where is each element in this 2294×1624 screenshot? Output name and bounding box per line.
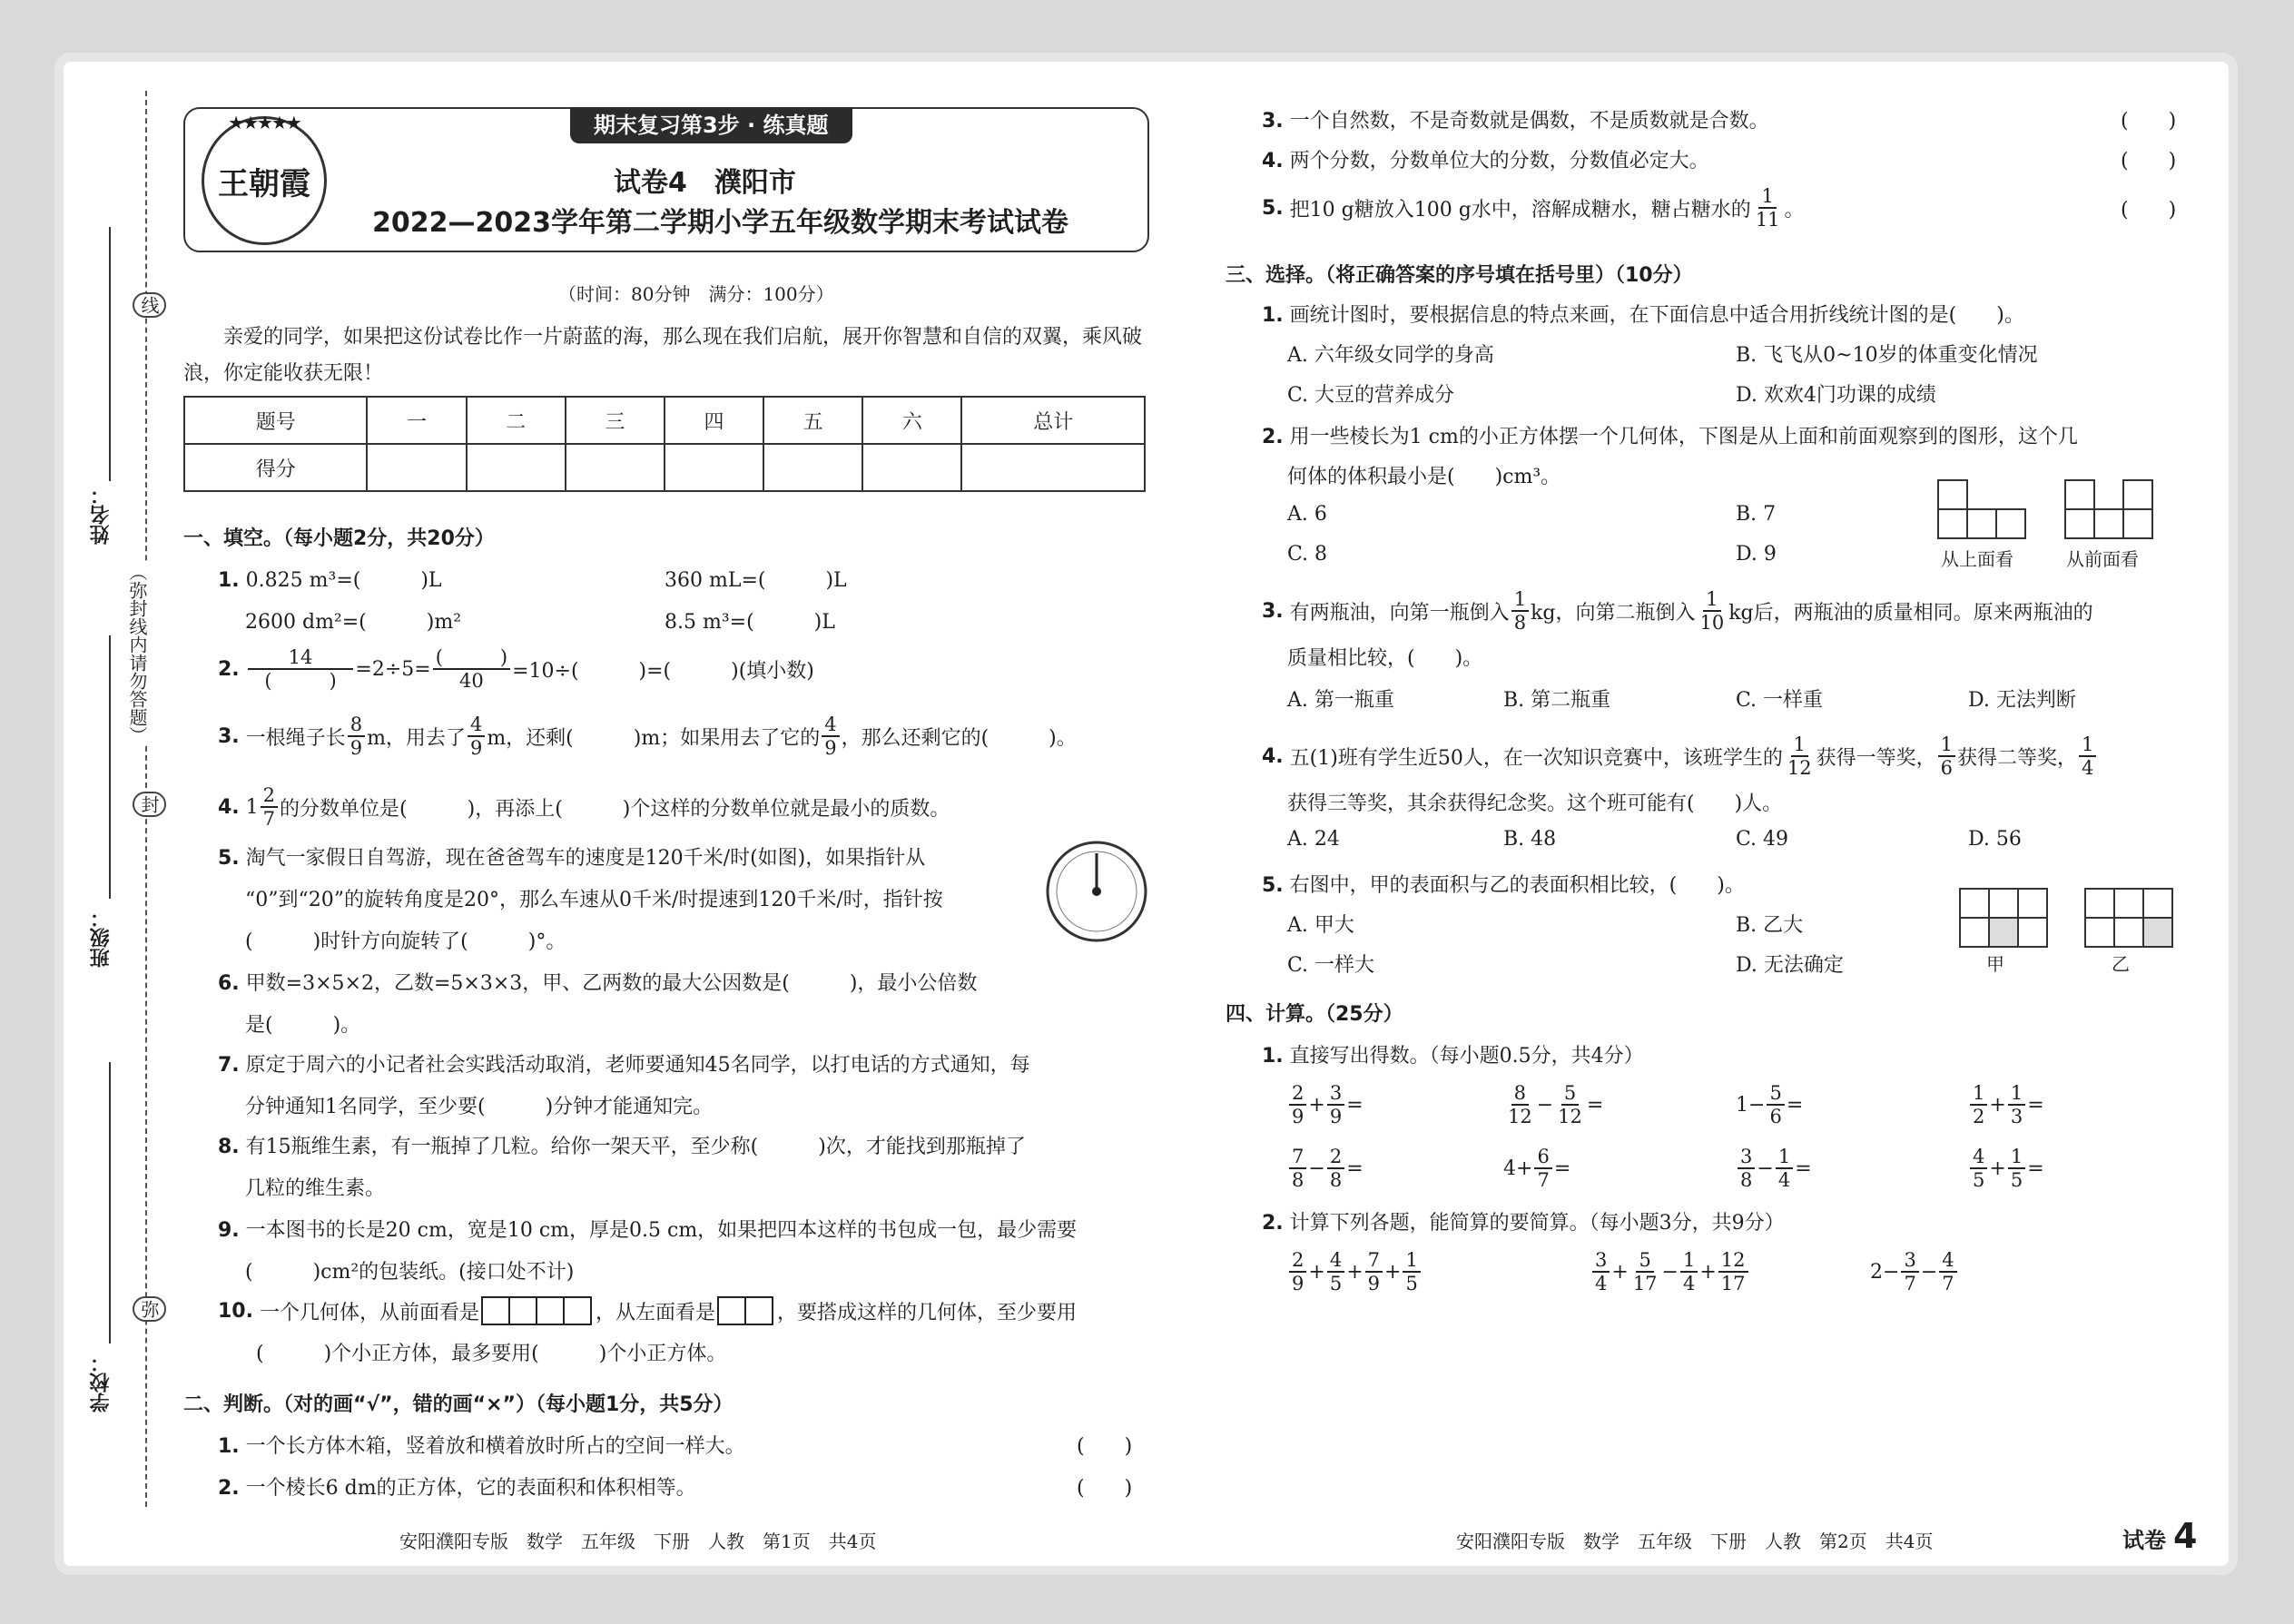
score-header: 二: [467, 397, 566, 444]
q1-2: 2. $\frac{14}{( )}$ =2÷5= $\frac{( )}{40}$ =10÷( )=( )(填小数): [218, 646, 814, 692]
calc-expr[interactable]: $\frac{3}{4}$ + $\frac{5}{17}$ − $\frac{1}{4}$ + $\frac{12}{17}$: [1590, 1249, 1750, 1294]
judge-q3-paren[interactable]: ( ): [2121, 110, 2177, 133]
score-header: 五: [763, 397, 862, 444]
q1-5a: 5. 淘气一家假日自驾游，现在爸爸驾车的速度是120千米/时(如图)，如果指针从: [218, 847, 926, 870]
choice-q1-c[interactable]: C. 大豆的营养成分: [1287, 384, 1455, 407]
judge-q5: 5. 把10 g糖放入100 g水中，溶解成糖水，糖占糖水的 $\frac{1}{11}$ 。: [1262, 185, 1805, 231]
name-field[interactable]: [109, 227, 111, 481]
binding-mark-feng: 封: [133, 792, 166, 817]
calc-item[interactable]: $\frac{7}{8}$ − $\frac{2}{8}$ =: [1287, 1146, 1364, 1191]
judge-q5-paren[interactable]: ( ): [2121, 199, 2177, 221]
q1-5b: “0”到“20”的旋转角度是20°，那么车速从0千米/时提速到120千米/时，指针按: [245, 889, 943, 911]
q1-8a: 8. 有15瓶维生素，有一瓶掉了几粒。给你一架天平，至少称( )次，才能找到那瓶掉了: [218, 1136, 1026, 1158]
time-info: （时间：80分钟 满分：100分）: [558, 283, 834, 305]
choice-q3b-text: kg，向第二瓶倒入: [1531, 601, 1696, 625]
calc-expr[interactable]: 2− $\frac{3}{7}$ − $\frac{4}{7}$: [1870, 1249, 1959, 1294]
q1-6a: 6. 甲数=3×5×2，乙数=5×3×3，甲、乙两数的最大公因数是( )，最小公倍数: [218, 972, 978, 995]
q1-7a: 7. 原定于周六的小记者社会实践活动取消，老师要通知45名同学，以打电话的方式通知，每: [218, 1054, 1030, 1077]
q1-1-label: 1. 0.825 m³=( )L: [218, 569, 442, 592]
choice-q3d: 质量相比较，( )。: [1287, 647, 1483, 670]
choice-q4-a[interactable]: A. 24: [1287, 828, 1340, 851]
header-banner: 期末复习第3步 · 练真题: [570, 107, 852, 143]
score-cell[interactable]: [665, 444, 763, 491]
judge-q1-paren[interactable]: ( ): [1077, 1435, 1133, 1458]
q1-10b-text: ，从左面看是: [596, 1301, 716, 1324]
choice-q3a-text: 有两瓶油，向第一瓶倒入: [1289, 601, 1510, 625]
score-cell[interactable]: [367, 444, 466, 491]
q1-10d: ( )个小正方体，最多要用( )个小正方体。: [256, 1343, 727, 1365]
front-view-figure: [2066, 481, 2153, 539]
score-header-row: [184, 397, 1145, 444]
calc-expr[interactable]: $\frac{2}{9}$ + $\frac{4}{5}$ + $\frac{7}{9}$ + $\frac{1}{5}$: [1287, 1249, 1423, 1294]
calc-item[interactable]: $\frac{4}{5}$ + $\frac{1}{5}$ =: [1968, 1146, 2044, 1191]
choice-q1: 1. 画统计图时，要根据信息的特点来画，在下面信息中适合用折线统计图的是( )。: [1262, 304, 2024, 327]
speedometer-icon: [1044, 839, 1149, 944]
score-cell[interactable]: [467, 444, 566, 491]
q1-9a-text: 一本图书的长是20 cm，宽是10 cm，厚是0.5 cm，如果把四本这样的书包成一包，最少需要: [245, 1219, 1078, 1242]
logo-text: 王朝霞: [218, 165, 310, 202]
section4-title: 四、计算。（25分）: [1226, 1003, 1403, 1026]
calc-q2-text: 计算下列各题，能简算的要简算。（每小题3分，共9分）: [1289, 1212, 1785, 1235]
choice-q2b: 何体的体积最小是( )cm³。: [1287, 466, 1561, 488]
school-field[interactable]: [109, 1062, 111, 1343]
score-header: 六: [862, 397, 961, 444]
judge-q2: 2. 一个棱长6 dm的正方体，它的表面积和体积相等。: [218, 1477, 696, 1500]
footer-left: 安阳濮阳专版 数学 五年级 下册 人教 第1页 共4页: [399, 1530, 877, 1552]
judge-q4-text: 两个分数，分数单位大的分数，分数值必定大。: [1289, 150, 1709, 172]
q1-6a-text: 甲数=3×5×2，乙数=5×3×3，甲、乙两数的最大公因数是( )，最小公倍数: [245, 972, 978, 995]
choice-q3a: 3. 有两瓶油，向第一瓶倒入 $\frac{1}{8}$ kg，向第二瓶倒入 $\frac{1}{10}$ kg后，两瓶油的质量相同。原来两瓶油的: [1262, 588, 2093, 634]
q1-6b: 是( )。: [245, 1014, 361, 1037]
choice-q1-d[interactable]: D. 欢欢4门功课的成绩: [1736, 384, 1936, 407]
class-label: 班级：: [90, 908, 113, 968]
choice-q1-a[interactable]: A. 六年级女同学的身高: [1287, 344, 1494, 367]
left-view-shape: [719, 1296, 773, 1325]
choice-q2-c[interactable]: C. 8: [1287, 543, 1328, 566]
choice-q2a-text: 用一些棱长为1 cm的小正方体摆一个几何体，下图是从上面和前面观察到的图形，这个几: [1289, 426, 2078, 448]
score-row: [184, 444, 1145, 491]
cube-figure-jia-caption: 甲: [1986, 953, 2004, 975]
choice-q2-a[interactable]: A. 6: [1287, 503, 1327, 526]
top-view-caption: 从上面看: [1941, 548, 2013, 570]
q1-1b: 360 mL=( )L: [665, 569, 847, 592]
logo: [202, 112, 327, 245]
score-header: 题号: [184, 397, 367, 444]
section1-title: 一、填空。（每小题2分，共20分）: [183, 527, 495, 550]
cube-figure-yi: [2086, 890, 2173, 948]
q1-1d: 8.5 m³=( )L: [665, 611, 835, 634]
choice-q4a: 4. 五(1)班有学生近50人，在一次知识竞赛中，该班学生的 $\frac{1}{12}$ 获得一等奖， $\frac{1}{6}$ 获得二等奖， $\frac{1}{4}$: [1262, 733, 2098, 779]
q1-5c: ( )时针方向旋转了( )°。: [245, 930, 566, 953]
calc-item[interactable]: 4+ $\frac{6}{7}$ =: [1503, 1146, 1571, 1191]
score-cell[interactable]: [862, 444, 961, 491]
q1-8a-text: 有15瓶维生素，有一瓶掉了几粒。给你一架天平，至少称( )次，才能找到那瓶掉了: [245, 1136, 1026, 1158]
footer-right: 安阳濮阳专版 数学 五年级 下册 人教 第2页 共4页: [1456, 1530, 1934, 1552]
calc-q1-text: 直接写出得数。（每小题0.5分，共4分）: [1289, 1045, 1644, 1068]
choice-q2a: 2. 用一些棱长为1 cm的小正方体摆一个几何体，下图是从上面和前面观察到的图形，这个几: [1262, 426, 2078, 448]
choice-q4b-text: 获得一等奖，: [1816, 746, 1936, 770]
q1-2-text: =2÷5=: [355, 657, 431, 681]
intro-text: 亲爱的同学，如果把这份试卷比作一片蔚蓝的海，那么现在我们启航，展开你智慧和自信的双翼，乘风破浪，你定能收获无限！: [183, 326, 1143, 385]
choice-q5-d[interactable]: D. 无法确定: [1736, 954, 1844, 977]
judge-q4: 4. 两个分数，分数单位大的分数，分数值必定大。: [1262, 150, 1709, 172]
q1-3b: m，用去了: [367, 726, 466, 750]
choice-q4-c[interactable]: C. 49: [1736, 828, 1789, 851]
calc-item[interactable]: $\frac{8}{12}$ − $\frac{5}{12}$ =: [1508, 1082, 1604, 1127]
exam-title: 2022—2023学年第二学期小学五年级数学期末考试试卷: [372, 207, 1068, 239]
calc-item[interactable]: 1− $\frac{5}{6}$ =: [1736, 1082, 1804, 1127]
section3-title: 三、选择。（将正确答案的序号填在括号里）（10分）: [1226, 264, 1693, 287]
calc-item[interactable]: $\frac{3}{8}$ − $\frac{1}{4}$ =: [1736, 1146, 1812, 1191]
choice-q4-d[interactable]: D. 56: [1968, 828, 2022, 851]
judge-q2-paren[interactable]: ( ): [1077, 1477, 1133, 1500]
choice-q5-c[interactable]: C. 一样大: [1287, 954, 1375, 977]
choice-q4a-text: 五(1)班有学生近50人，在一次知识竞赛中，该班学生的: [1289, 746, 1783, 770]
score-table: [183, 396, 1146, 492]
q1-4-text: 的分数单位是( )，再添上( )个这样的分数单位就是最小的质数。: [280, 797, 950, 821]
judge-q1-text: 一个长方体木箱，竖着放和横着放时所占的空间一样大。: [245, 1435, 745, 1458]
footer-badge: [2122, 1516, 2197, 1556]
choice-q5-b[interactable]: B. 乙大: [1736, 914, 1804, 937]
footer-badge-label: 试卷: [2122, 1528, 2166, 1553]
score-cell[interactable]: [566, 444, 665, 491]
q1-3c: m，还剩( )m；如果用去了它的: [487, 726, 821, 750]
paper-title: 试卷4 濮阳市: [614, 167, 796, 199]
choice-q1-text: 画统计图时，要根据信息的特点来画，在下面信息中适合用折线统计图的是( )。: [1289, 304, 2024, 327]
choice-q3-a[interactable]: A. 第一瓶重: [1287, 689, 1394, 712]
choice-q1-b[interactable]: B. 飞飞从0~10岁的体重变化情况: [1736, 344, 2038, 367]
choice-q5: 5. 右图中，甲的表面积与乙的表面积相比较，( )。: [1262, 874, 1745, 897]
q1-5a-text: 淘气一家假日自驾游，现在爸爸驾车的速度是120千米/时(如图)，如果指针从: [245, 847, 926, 870]
q1-7a-text: 原定于周六的小记者社会实践活动取消，老师要通知45名同学，以打电话的方式通知，每: [245, 1054, 1030, 1077]
calc-item[interactable]: $\frac{1}{2}$ + $\frac{1}{3}$ =: [1968, 1082, 2044, 1127]
choice-q3-c[interactable]: C. 一样重: [1736, 689, 1824, 712]
q1-3: 3. 一根绳子长 $\frac{8}{9}$ m，用去了 $\frac{4}{9}$ m，还剩( )m；如果用去了它的 $\frac{4}{9}$ ，那么还剩它的( )。: [218, 714, 1077, 759]
q1-8b: 几粒的维生素。: [245, 1177, 386, 1200]
cube-figure-yi-caption: 乙: [2112, 953, 2130, 975]
q1-10a: 10. 一个几何体，从前面看是 ，从左面看是 ，要搭成这样的几何体，至少要用: [218, 1296, 1077, 1325]
calc-q2: 2. 计算下列各题，能简算的要简算。（每小题3分，共9分）: [1262, 1212, 1785, 1235]
choice-q5-text: 右图中，甲的表面积与乙的表面积相比较，( )。: [1289, 874, 1745, 897]
choice-q4c-text: 获得二等奖，: [1956, 746, 2077, 770]
choice-q4d: 获得三等奖，其余获得纪念奖。这个班可能有( )人。: [1287, 792, 1783, 815]
judge-q3: 3. 一个自然数，不是奇数就是偶数，不是质数就是合数。: [1262, 110, 1769, 133]
choice-q3-d[interactable]: D. 无法判断: [1968, 689, 2076, 712]
binding-notice: （弥封线内请勿答题）: [126, 563, 148, 744]
q1-1a: 0.825 m³=( )L: [245, 569, 442, 592]
score-cell[interactable]: [763, 444, 862, 491]
q1-9b: ( )cm²的包装纸。(接口处不计): [245, 1261, 575, 1284]
score-header: 四: [665, 397, 763, 444]
calc-item[interactable]: $\frac{2}{9}$ + $\frac{3}{9}$ =: [1287, 1082, 1364, 1127]
score-header: 三: [566, 397, 665, 444]
front-view-caption: 从前面看: [2066, 548, 2139, 570]
choice-q4-b[interactable]: B. 48: [1503, 828, 1557, 851]
cube-figure-jia: [1961, 890, 2048, 948]
q1-3a: 一根绳子长: [245, 726, 346, 750]
score-header: 总计: [961, 397, 1145, 444]
judge-q5-text: 把10 g糖放入100 g水中，溶解成糖水，糖占糖水的: [1289, 198, 1751, 221]
judge-q2-text: 一个棱长6 dm的正方体，它的表面积和体积相等。: [245, 1477, 696, 1500]
calc-q1: 1. 直接写出得数。（每小题0.5分，共4分）: [1262, 1045, 1644, 1068]
top-view-figure: [1939, 481, 2026, 539]
school-label: 学校：: [90, 1353, 113, 1412]
choice-q3-b[interactable]: B. 第二瓶重: [1503, 689, 1611, 712]
q1-2b-text: =10÷( )=( )(填小数): [512, 659, 814, 683]
binding-mark-xian: 线: [133, 292, 166, 318]
judge-q1: 1. 一个长方体木箱，竖着放和横着放时所占的空间一样大。: [218, 1435, 745, 1458]
score-row-label: 得分: [184, 444, 367, 491]
section2-title: 二、判断。（对的画“√”，错的画“×”）（每小题1分，共5分）: [183, 1393, 733, 1416]
q1-10c-text: ，要搭成这样的几何体，至少要用: [777, 1301, 1078, 1324]
footer-badge-num: 4: [2173, 1516, 2198, 1556]
score-header: 一: [367, 397, 466, 444]
choice-q2-b[interactable]: B. 7: [1736, 503, 1777, 526]
choice-q2-d[interactable]: D. 9: [1736, 543, 1777, 566]
score-cell[interactable]: [961, 444, 1145, 491]
q1-1c: 2600 dm²=( )m²: [245, 611, 462, 634]
judge-q4-paren[interactable]: ( ): [2121, 150, 2177, 172]
q1-3d: ，那么还剩它的( )。: [841, 726, 1077, 750]
binding-mark-mi: 弥: [133, 1296, 166, 1322]
q1-10a-text: 一个几何体，从前面看是: [259, 1301, 479, 1324]
class-field[interactable]: [109, 635, 111, 899]
logo-stars-icon: ★★★★★: [228, 112, 300, 133]
judge-q3-text: 一个自然数，不是奇数就是偶数，不是质数就是合数。: [1289, 110, 1769, 133]
q1-4: 4. 1 $\frac{2}{7}$ 的分数单位是( )，再添上( )个这样的分数单位就是最小的质数。: [218, 784, 950, 830]
choice-q3c-text: kg后，两瓶油的质量相同。原来两瓶油的: [1728, 601, 2093, 625]
name-label: 姓名：: [90, 485, 113, 545]
q1-9a: 9. 一本图书的长是20 cm，宽是10 cm，厚是0.5 cm，如果把四本这样的书包成一包，最少需要: [218, 1219, 1078, 1242]
q1-7b: 分钟通知1名同学，至少要( )分钟才能通知完。: [245, 1096, 714, 1118]
front-view-shape: [483, 1296, 592, 1325]
choice-q5-a[interactable]: A. 甲大: [1287, 914, 1354, 937]
